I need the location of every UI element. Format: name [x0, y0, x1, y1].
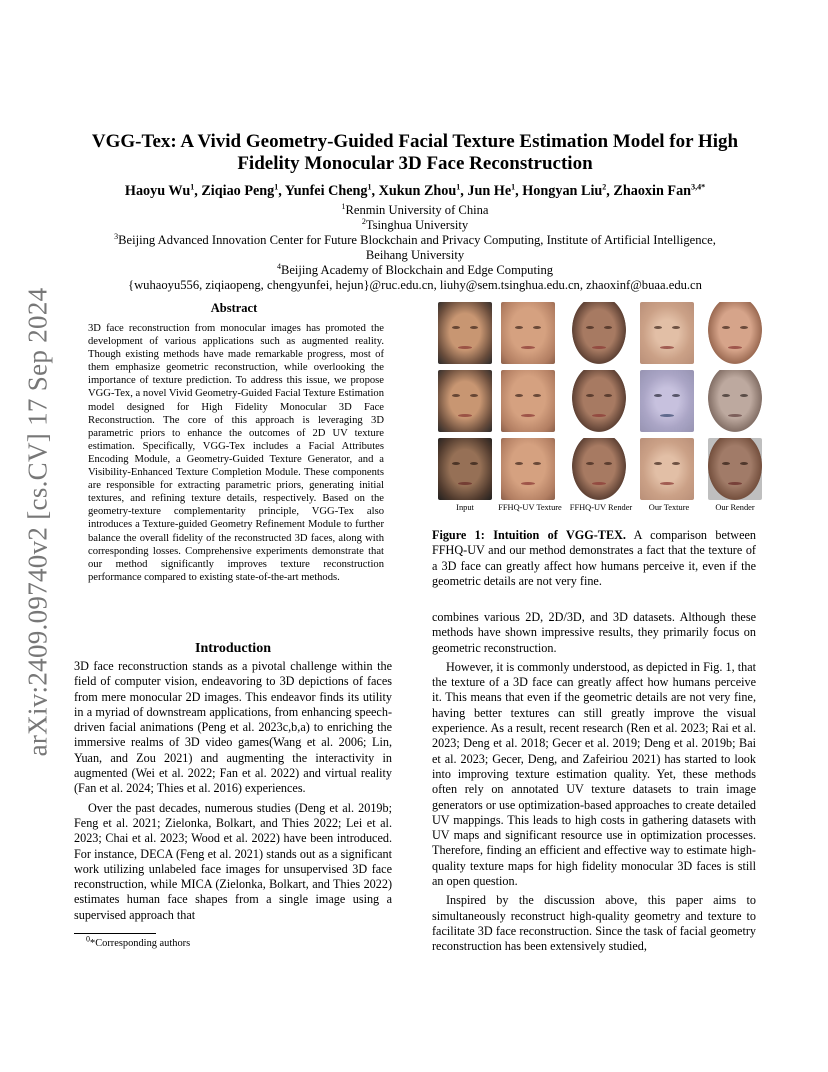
- affil-number: 2: [361, 216, 366, 226]
- intro-paragraph-2: Over the past decades, numerous studies (Deng et al. 2019b; Feng et al. 2021; Zielonka, Bolkart, and Thies 2022; Lei et al. 2023; Chai et al. 2023; Wood et al. 2022) have been introduced. For instance, DECA (Feng et al. 2021) stands out as a significant work utilizing unlabeled face images for unsupervised 3D face reconstruction, while MICA (Zielonka, Bolkart, and Thies 2022) estimates human face shapes from a single image using a supervised approach that: [74, 800, 392, 922]
- figure-label: Our Render: [715, 503, 755, 512]
- affil-number: 3: [114, 231, 119, 241]
- figure-1: [432, 302, 762, 516]
- face-image: [438, 302, 492, 364]
- figure-label: FFHQ-UV Render: [569, 503, 633, 512]
- right-paragraph-2: However, it is commonly understood, as depicted in Fig. 1, that the texture of a 3D face can greatly affect how humans perceive it. This means that even if the geometric details are not very fine, having better textures can still greatly improve the visual experience. As a result, recent research (Ren et al. 2023; Rai et al. 2023; Deng et al. 2018; Gecer et al. 2019; Deng et al. 2019b; Bai et al. 2023; Gecer, Deng, and Zafeiriou 2021) has started to look into improving texture estimation quality. Yet, these methods often rely on annotated UV texture datasets to train image generators or use optimization-based approaches to create detailed UV mappings. This leads to high costs in gathering datasets with UV maps and significant resource use in optimization processes. Therefore, finding an efficient and effective way to estimate high-quality texture maps for high fidelity monocular 3D faces is still an open question.: [432, 659, 756, 889]
- author-affil: 2: [602, 182, 607, 192]
- footnote-text: *Corresponding authors: [90, 938, 191, 949]
- affiliation-2: [60, 218, 770, 233]
- author-affil: 1: [274, 182, 279, 192]
- author-name: Yunfei Cheng: [284, 183, 368, 199]
- face-image: [438, 370, 492, 432]
- face-image: [640, 370, 694, 432]
- author-affil: 1: [511, 182, 516, 192]
- author-affil: 3,4*: [691, 182, 706, 192]
- author-name: Zhaoxin Fan: [613, 183, 692, 199]
- author-affil: 1: [190, 182, 195, 192]
- author-name: Ziqiao Peng: [201, 183, 275, 199]
- author-emails: {wuhaoyu556, ziqiaopeng, chengyunfei, hejun}@ruc.edu.cn, liuhy@sem.tsinghua.edu.cn, zhaoxinf@buaa.edu.cn: [128, 278, 702, 292]
- right-column: [432, 610, 756, 959]
- face-image: [572, 302, 626, 364]
- figure-caption: [432, 528, 756, 589]
- affiliation-3-cont: Beihang University: [365, 248, 465, 262]
- affil-number: 4: [276, 261, 281, 271]
- title-line-2: Fidelity Monocular 3D Face Reconstruction: [237, 153, 593, 174]
- face-image: [572, 438, 626, 500]
- affiliation-1: [60, 203, 770, 218]
- abstract-heading: Abstract: [210, 301, 258, 315]
- introduction-heading: Introduction: [195, 641, 271, 656]
- figure-label: Input: [456, 503, 474, 512]
- author-affil: 1: [367, 182, 372, 192]
- author-list: Haoyu Wu$^1$, Ziqiao Peng$^1$, Yunfei Cheng$^1$, Xukun Zhou$^1$, Jun He$^1$, Hongyan Liu$^2$, Zhaoxin Fan$^{3,4*}$: [124, 182, 706, 199]
- caption-text: A comparison between FFHQ-UV and our method demonstrates a fact that the texture of a 3D face can greatly affect how humans perceive it, even if the geometric details are not very fine.: [432, 528, 756, 588]
- face-image: [438, 438, 492, 500]
- affil-text: Beijing Academy of Blockchain and Edge Computing: [280, 263, 554, 277]
- face-image: [501, 302, 555, 364]
- affil-text: Tsinghua University: [365, 218, 469, 232]
- author-name: Hongyan Liu: [522, 183, 603, 199]
- face-image: [501, 438, 555, 500]
- author-name: Jun He: [467, 183, 512, 199]
- figure-label: FFHQ-UV Texture: [498, 503, 562, 512]
- affil-number: 1: [341, 201, 346, 211]
- right-paragraph-1: combines various 2D, 2D/3D, and 3D datasets. Although these methods have shown impressive results, they primarily focus on geometric reconstruction.: [432, 610, 756, 655]
- author-name: Xukun Zhou: [378, 183, 457, 199]
- affil-text: Beijing Advanced Innovation Center for Future Blockchain and Privacy Computing, Institute of Artificial Intelligence,: [118, 233, 716, 247]
- face-image: [640, 302, 694, 364]
- title-line-1: VGG-Tex: A Vivid Geometry-Guided Facial Texture Estimation Model for High: [91, 131, 739, 152]
- footnote-mark: 0: [86, 934, 90, 944]
- face-image: [708, 438, 762, 500]
- paper-title: [60, 131, 770, 175]
- affiliation-3: [60, 233, 770, 248]
- affil-text: Renmin University of China: [345, 203, 489, 217]
- face-image: [572, 370, 626, 432]
- intro-paragraph-1: 3D face reconstruction stands as a pivotal challenge within the field of computer vision, endeavoring to 3D depictions of faces from mere monocular 2D images. This endeavor finds its utility in a myriad of downstream applications, from enhancing speech-driven facial animations (Peng et al. 2023c,b,a) to enriching the immersive realms of 3D video games(Wang et al. 2006; Lin, Yuan, and Zou 2021) and augmenting the interactivity in augmented (Wei et al. 2022; Fan et al. 2022) and virtual reality (Fan et al. 2024; Thies et al. 2016) experiences.: [74, 659, 392, 796]
- caption-title: Figure 1: Intuition of VGG-TEX.: [432, 528, 626, 542]
- right-paragraph-3: Inspired by the discussion above, this paper aims to simultaneously reconstruct high-quality geometry and texture to facilitate 3D face reconstruction. Since the task of facial geometry reconstruction has been extensively studied,: [432, 893, 756, 954]
- author-name: Haoyu Wu: [124, 183, 191, 199]
- abstract-text: 3D face reconstruction from monocular images has promoted the development of various applications such as augmented reality. Though existing methods have made remarkable progress, most of them emphasize geometric reconstruction, while overlooking the importance of texture prediction. To address this issue, we propose VGG-Tex, a novel Vivid Geometry-Guided Facial Texture Estimation model designed for High Fidelity Monocular 3D Face Reconstruction. The core of this approach is leveraging 3D parametric priors to enhance the outcomes of 2D UV texture estimation. Specifically, VGG-Tex includes a Facial Attributes Encoding Module, a Geometry-Guided Texture Generator, and a Visibility-Enhanced Texture Completion Module. These components are responsible for extracting parametric priors, generating initial textures, and refining texture details, respectively. Based on the geometry-texture complementarity principle, VGG-Tex also introduces a Texture-guided Geometry Refinement Module to further balance the overall fidelity of the reconstructed 3D faces, along with corresponding losses. Comprehensive experiments demonstrate that our method significantly improves texture reconstruction performance compared to existing state-of-the-art methods.: [88, 323, 384, 583]
- intro-left-column: [74, 659, 392, 927]
- affiliation-4: [60, 263, 770, 278]
- face-image: [640, 438, 694, 500]
- face-image: [708, 302, 762, 364]
- face-image: [501, 370, 555, 432]
- author-affil: 1: [456, 182, 461, 192]
- figure-label: Our Texture: [648, 503, 690, 512]
- arxiv-sidebar: [22, 286, 54, 758]
- arxiv-id: arXiv:2409.09740v2 [cs.CV] 17 Sep 2024: [22, 287, 53, 757]
- face-image: [708, 370, 762, 432]
- footnote: [86, 934, 191, 949]
